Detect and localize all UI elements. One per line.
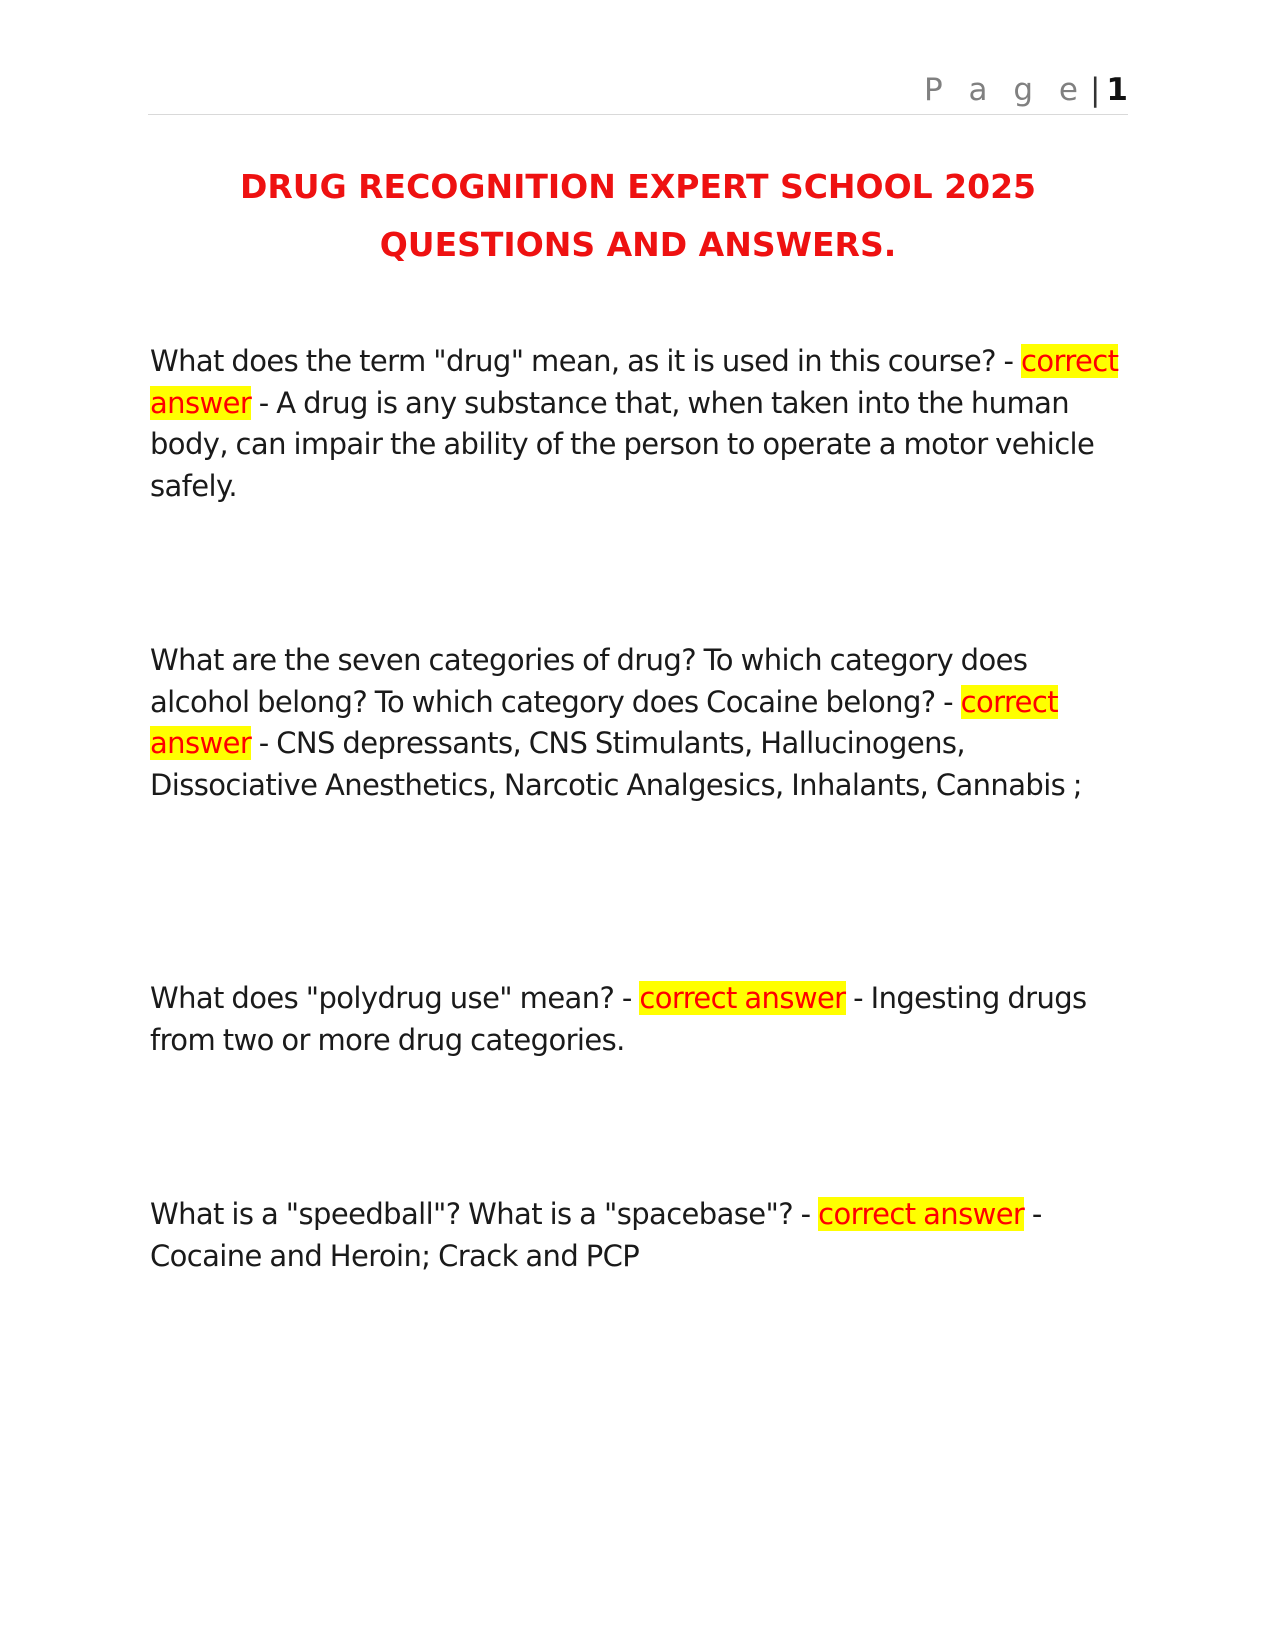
qa-item bbox=[150, 640, 1125, 806]
question-text: What are the seven categories of drug? To which category does alcohol belong? To which category does Cocaine belong? - bbox=[150, 643, 1028, 719]
answer-text: - CNS depressants, CNS Stimulants, Hallucinogens, Dissociative Anesthetics, Narcotic Analgesics, Inhalants, Cannabis ; bbox=[150, 726, 1082, 802]
correct-answer-marker: correct answer bbox=[150, 684, 1058, 760]
question-text: What does the term "drug" mean, as it is used in this course? - bbox=[150, 344, 1022, 378]
answer-text: - Ingesting drugs from two or more drug categories. bbox=[150, 981, 1087, 1057]
correct-answer-marker: correct answer bbox=[639, 981, 846, 1015]
title-line-2: QUESTIONS AND ANSWERS. bbox=[379, 225, 897, 264]
document-title bbox=[148, 158, 1128, 274]
correct-answer-marker: correct answer bbox=[150, 344, 1119, 420]
question-text: What does "polydrug use" mean? - bbox=[150, 981, 640, 1015]
page-header bbox=[148, 72, 1128, 115]
qa-item bbox=[150, 1194, 1125, 1277]
page-number: 1 bbox=[1106, 72, 1128, 108]
question-text: What is a "speedball"? What is a "spacebase"? - bbox=[150, 1197, 819, 1231]
answer-text: - A drug is any substance that, when taken into the human body, can impair the ability of the person to operate a motor vehicle safely. bbox=[150, 385, 1095, 503]
qa-item bbox=[150, 341, 1125, 507]
page-label: P a g e bbox=[923, 72, 1086, 108]
page-separator: | bbox=[1089, 72, 1101, 108]
qa-item bbox=[150, 978, 1125, 1061]
title-line-1: DRUG RECOGNITION EXPERT SCHOOL 2025 bbox=[239, 167, 1037, 206]
answer-text: - Cocaine and Heroin; Crack and PCP bbox=[150, 1197, 1042, 1273]
correct-answer-marker: correct answer bbox=[818, 1197, 1025, 1231]
